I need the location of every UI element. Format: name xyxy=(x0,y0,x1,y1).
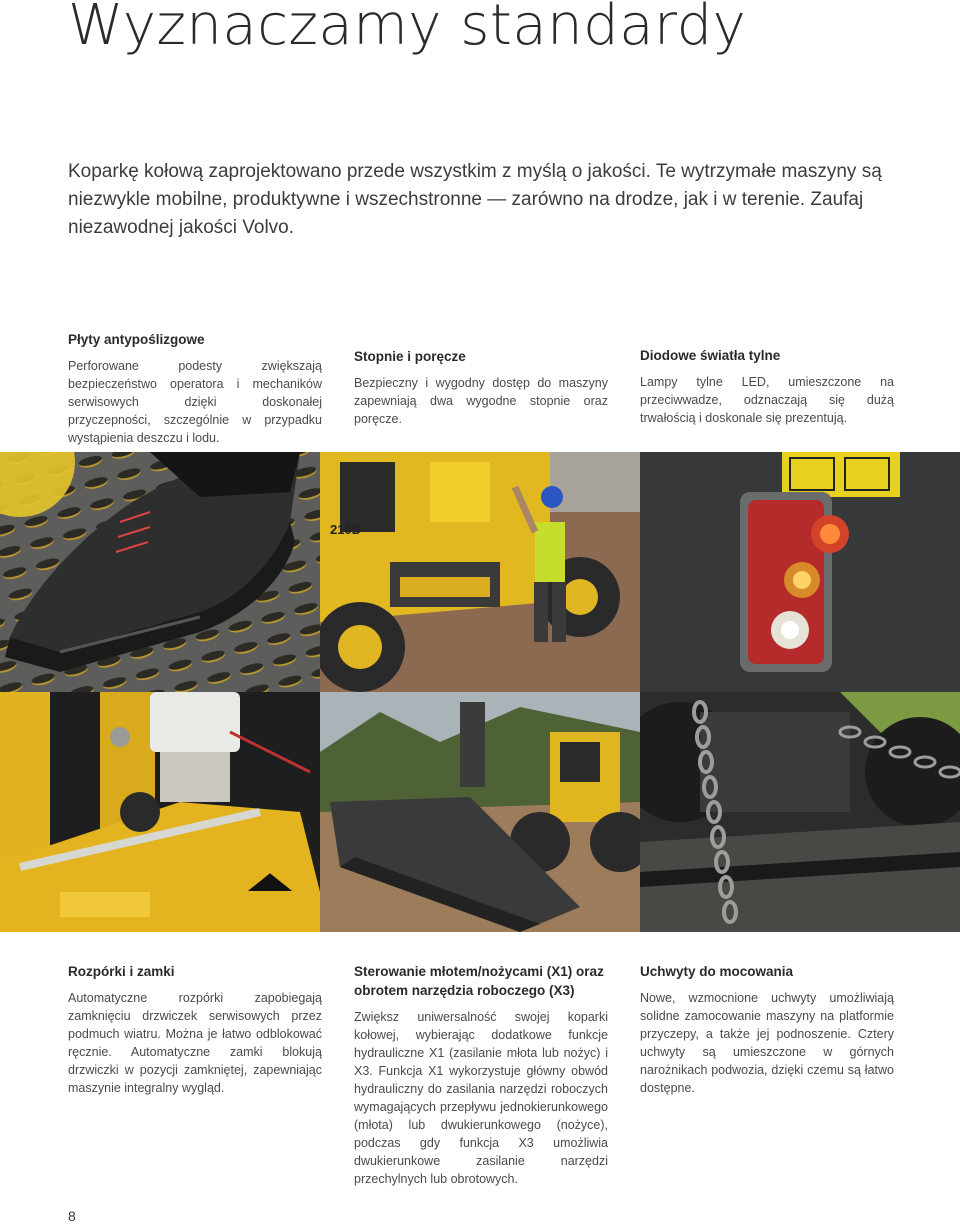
feature-steps-handrails xyxy=(354,347,608,428)
model-label: 210D xyxy=(330,522,362,537)
feature-heading: Stopnie i poręcze xyxy=(354,349,466,364)
feature-text: Zwiększ uniwersalność swojej koparki kołowej, wybierając dodatkowe funkcje hydrauliczne X1 (zasilanie młota lub nożyc) i X3. Funkcja X1 wykorzystuje główny obwód hydrauliczny do zasilania narzędzi roboczych wymagających przepływu jednokierunkowego (młota) lub dwukierunkowego (nożyce), podczas gdy funkcja X3 umożliwia dwukierunkowe zasilanie narzędzi przechylnych lub obrotowych. xyxy=(354,1010,608,1186)
feature-text: Automatyczne rozpórki zapobiegają zamknięciu drzwiczek serwisowych przez podmuch wiatru. Można je łatwo odblokować ręcznie. Automatyczne zamki blokują drzwiczki w pozycji zamkniętej, zapewniając maszynie integralny wygląd. xyxy=(68,991,322,1095)
photo-tiltrotator xyxy=(320,692,640,932)
feature-heading: Rozpórki i zamki xyxy=(68,964,175,979)
feature-heading: Sterowanie młotem/nożycami (X1) oraz obrotem narzędzia roboczego (X3) xyxy=(354,964,604,998)
feature-text: Nowe, wzmocnione uchwyty umożliwiają solidne zamocowanie maszyny na platformie przyczepy, a także jej podnoszenie. Cztery uchwyty są umieszczone w górnych narożnikach podwozia, dzięki czemu są łatwo dostępne. xyxy=(640,991,894,1095)
feature-text: Lampy tylne LED, umieszczone na przeciwwadze, odznaczają się dużą trwałością i doskonale się prezentują. xyxy=(640,375,894,425)
feature-heading: Diodowe światła tylne xyxy=(640,348,781,363)
chained-lashing-illustration xyxy=(640,692,960,932)
feature-text: Bezpieczny i wygodny dostęp do maszyny zapewniają dwa wygodne stopnie oraz poręcze. xyxy=(354,376,608,426)
feature-lashing-points xyxy=(640,962,894,1097)
feature-x1-x3-hydraulics xyxy=(354,962,608,1188)
feature-led-lights xyxy=(640,346,894,427)
photo-lashing-points xyxy=(640,692,960,932)
intro-paragraph: Koparkę kołową zaprojektowano przede wszystkim z myślą o jakości. Te wytrzymałe maszyny są niezwykle mobilne, produktywne i wszechstronne — zarówno na drodze, jak i w terenie. Zaufaj niezawodnej jakości Volvo. xyxy=(68,161,882,238)
feature-anti-slip xyxy=(68,330,322,447)
page-title: Wyznaczamy standardy xyxy=(68,0,747,58)
service-door-strut-illustration xyxy=(0,692,320,932)
feature-text: Perforowane podesty zwiększają bezpieczeństwo operatora i mechaników serwisowych dzięki doskonałej przyczepności, szczególnie w przypadku wystąpienia deszczu i lodu. xyxy=(68,359,322,445)
feature-heading: Uchwyty do mocowania xyxy=(640,964,794,979)
page-number: 8 xyxy=(68,1208,76,1224)
led-lamp-illustration xyxy=(640,452,960,692)
photo-struts-locks xyxy=(0,692,320,932)
excavator-steps-illustration xyxy=(320,452,640,692)
photo-led-tail-lights xyxy=(640,452,960,692)
feature-heading: Płyty antypoślizgowe xyxy=(68,332,205,347)
photo-steps-handrails xyxy=(320,452,640,692)
feature-struts-locks xyxy=(68,962,322,1097)
boot-on-plate-illustration xyxy=(0,452,320,692)
photo-anti-slip-boot xyxy=(0,452,320,692)
tilting-bucket-illustration xyxy=(320,692,640,932)
